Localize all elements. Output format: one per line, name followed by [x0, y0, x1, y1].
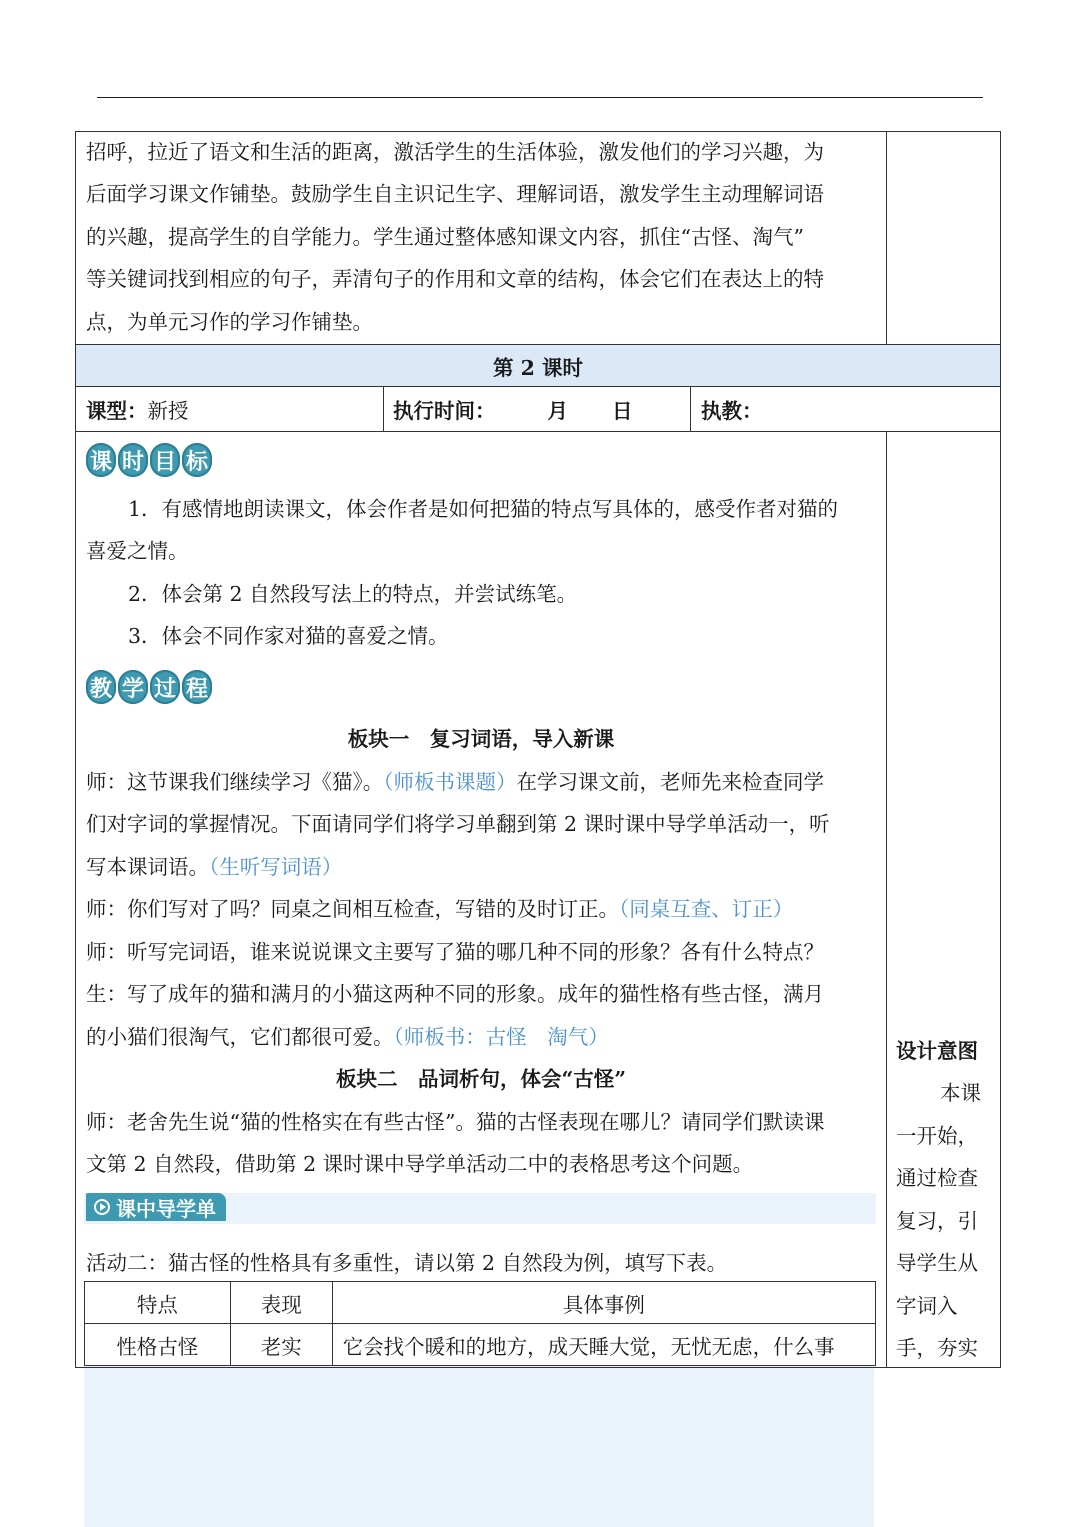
paragraph-1: 师：这节课我们继续学习《猫》。（师板书课题）在学习课文前，老师先来检查同学	[86, 770, 824, 794]
exec-day: 日	[612, 399, 633, 423]
exec-time-label: 执行时间：	[393, 399, 496, 423]
badge-char: 目	[150, 443, 180, 477]
lesson-type	[86, 387, 189, 431]
lesson-type-label: 课型：	[86, 399, 148, 423]
objective-2: 2．体会第 2 自然段写法上的特点，并尝试练笔。	[128, 582, 578, 606]
table-header: 具体事例	[332, 1282, 875, 1324]
paragraph-4-cont: 的小猫们很淘气，它们都很可爱。（师板书：古怪 淘气）	[86, 1025, 609, 1049]
sidebar-line: 一开始，	[896, 1124, 978, 1148]
objective-3: 3．体会不同作家对猫的喜爱之情。	[128, 624, 449, 648]
stage-note: （师板书课题）	[383, 770, 517, 794]
trait-table	[84, 1281, 876, 1366]
badge-char: 过	[150, 670, 180, 704]
sidebar-line: 本课	[940, 1081, 981, 1105]
paragraph-2: 师：你们写对了吗？同桌之间相互检查，写错的及时订正。（同桌互查、订正）	[86, 897, 794, 921]
background-panel	[84, 1366, 874, 1527]
activity-text: 活动二：猫古怪的性格具有多重性，请以第 2 自然段为例，填写下表。	[86, 1251, 728, 1275]
paragraph-3: 师：听写完词语，谁来说说课文主要写了猫的哪几种不同的形象？各有什么特点？	[86, 940, 824, 964]
header-rule	[97, 97, 983, 98]
sidebar-line: 手，夯实	[896, 1336, 978, 1360]
play-circle-icon	[94, 1199, 110, 1215]
sidebar-line: 导学生从	[896, 1251, 978, 1275]
teacher	[701, 387, 763, 431]
guide-tab	[86, 1193, 226, 1221]
prev-line: 招呼，拉近了语文和生活的距离，激活学生的生活体验，激发他们的学习兴趣，为	[86, 140, 824, 164]
badge-char: 课	[86, 443, 116, 477]
objective-1: 1．有感情地朗读课文，体会作者是如何把猫的特点写具体的，感受作者对猫的	[128, 497, 839, 521]
teacher-label: 执教：	[701, 399, 763, 423]
table-header: 特点	[85, 1282, 231, 1324]
lesson-type-value: 新授	[147, 399, 189, 423]
prev-line: 后面学习课文作铺垫。鼓励学生自主识记生字、理解词语，激发学生主动理解词语	[86, 182, 824, 206]
guide-label: 课中导学单	[116, 1196, 216, 1221]
table-cell: 老实	[230, 1324, 332, 1366]
process-badge	[86, 670, 212, 704]
badge-char: 时	[118, 443, 148, 477]
prev-line: 等关键词找到相应的句子，弄清句子的作用和文章的结构，体会它们在表达上的特	[86, 267, 824, 291]
badge-char: 标	[182, 443, 212, 477]
paragraph-5: 师：老舍先生说“猫的性格实在有些古怪”。猫的古怪表现在哪儿？请同学们默读课	[86, 1110, 825, 1134]
block1-title: 板块一 复习词语，导入新课	[347, 727, 615, 751]
prev-line: 点，为单元习作的学习作铺垫。	[86, 310, 373, 334]
paragraph-4: 生：写了成年的猫和满月的小猫这两种不同的形象。成年的猫性格有些古怪，满月	[86, 982, 824, 1006]
sidebar-line: 通过检查	[896, 1166, 978, 1190]
badge-char: 教	[86, 670, 116, 704]
paragraph-1-cont: 们对字词的掌握情况。下面请同学们将学习单翻到第 2 课时课中导学单活动一，听	[86, 812, 830, 836]
table-cell: 性格古怪	[85, 1324, 231, 1366]
table-header-row	[85, 1282, 876, 1324]
block2-title: 板块二 品词析句，体会“古怪”	[335, 1067, 627, 1091]
objective-1-cont: 喜爱之情。	[86, 539, 189, 563]
lesson-title: 第 2 课时	[492, 355, 584, 380]
sidebar-line: 字词入	[896, 1294, 958, 1318]
paragraph-5-cont: 文第 2 自然段，借助第 2 课时课中导学单活动二中的表格思考这个问题。	[86, 1152, 754, 1176]
paragraph-1-end: 写本课词语。（生听写词语）	[86, 855, 343, 879]
exec-month: 月	[547, 399, 568, 423]
meta-row	[75, 387, 1001, 432]
table-cell: 它会找个暖和的地方，成天睡大觉，无忧无虑，什么事	[332, 1324, 875, 1366]
badge-char: 程	[182, 670, 212, 704]
table-header: 表现	[230, 1282, 332, 1324]
badge-char: 学	[118, 670, 148, 704]
stage-note: （师板书：古怪 淘气）	[393, 1025, 609, 1049]
exec-time	[393, 387, 633, 431]
sidebar-line: 复习，引	[896, 1209, 978, 1233]
objectives-badge	[86, 443, 212, 477]
stage-note: （生听写词语）	[209, 855, 343, 879]
sidebar-title: 设计意图	[896, 1039, 978, 1063]
table-row	[85, 1324, 876, 1366]
stage-note: （同桌互查、订正）	[619, 897, 794, 921]
prev-line: 的兴趣，提高学生的自学能力。学生通过整体感知课文内容，抓住“古怪、淘气”	[86, 225, 804, 249]
